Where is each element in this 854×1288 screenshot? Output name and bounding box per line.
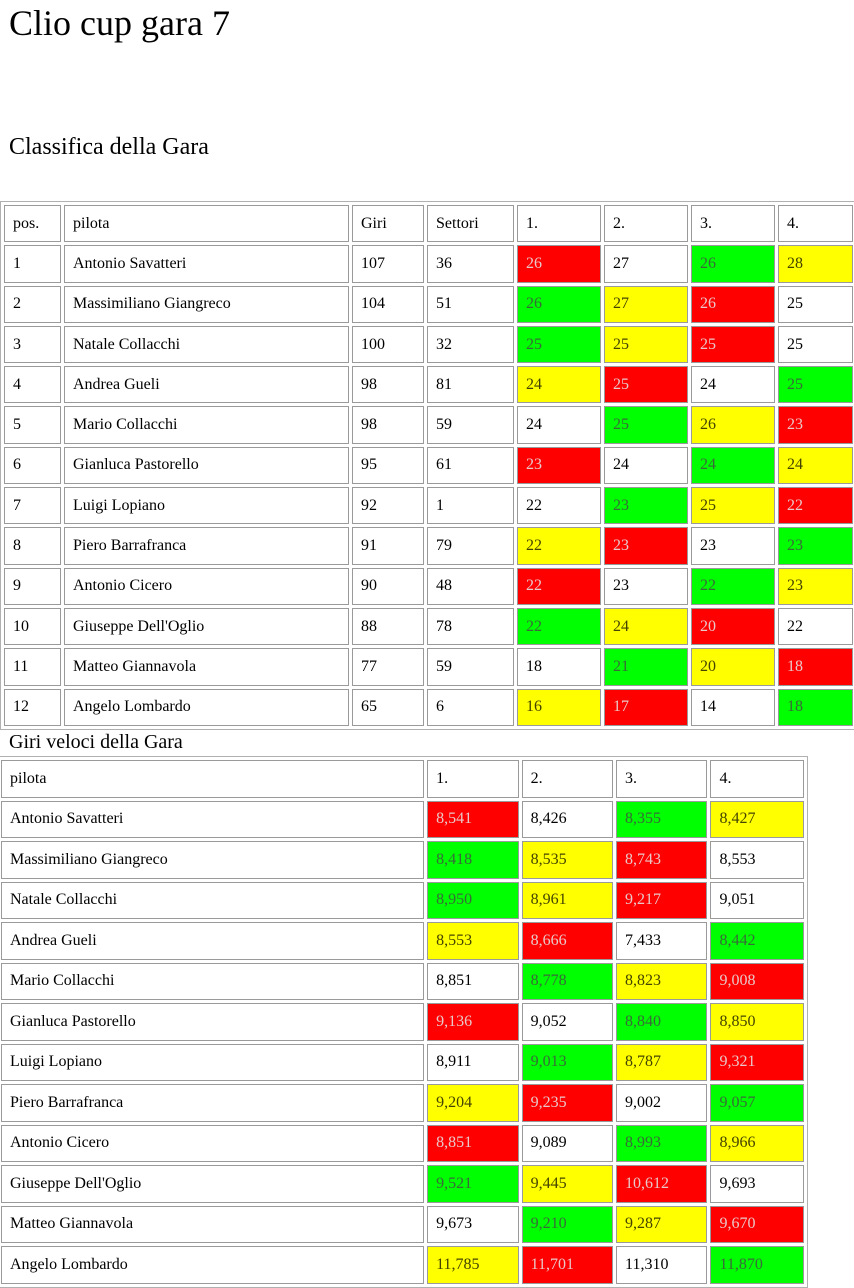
- driver-name-cell: Luigi Lopiano: [64, 487, 349, 524]
- sector-score-cell: 25: [604, 366, 688, 403]
- table-row: [1, 801, 804, 839]
- sectors-cell: 32: [427, 326, 514, 363]
- sector-score-cell: 17: [604, 689, 688, 726]
- lap-time-cell: 8,911: [427, 1044, 518, 1082]
- sector-score-cell: 25: [604, 406, 688, 443]
- sector-score-cell: 23: [778, 527, 853, 564]
- table-row: [4, 286, 853, 323]
- sector-score-cell: 25: [778, 326, 853, 363]
- sector-score-cell: 24: [604, 447, 688, 484]
- position-cell: 3: [4, 326, 61, 363]
- column-header: 4.: [710, 760, 804, 798]
- position-cell: 11: [4, 648, 61, 685]
- sector-score-cell: 26: [517, 245, 601, 282]
- column-header: 1.: [427, 760, 518, 798]
- lap-time-cell: 8,442: [710, 922, 804, 960]
- driver-name-cell: Piero Barrafranca: [64, 527, 349, 564]
- sector-score-cell: 28: [778, 245, 853, 282]
- lap-time-cell: 9,136: [427, 1003, 518, 1041]
- lap-time-cell: 9,051: [710, 882, 804, 920]
- lap-time-cell: 8,778: [522, 963, 613, 1001]
- lap-time-cell: 9,204: [427, 1084, 518, 1122]
- lap-time-cell: 9,693: [710, 1165, 804, 1203]
- laps-cell: 98: [352, 366, 424, 403]
- lap-time-cell: 9,217: [616, 882, 707, 920]
- fast-laps-table: [0, 756, 808, 1288]
- column-header: 4.: [778, 205, 853, 242]
- lap-time-cell: 9,321: [710, 1044, 804, 1082]
- position-cell: 5: [4, 406, 61, 443]
- sector-score-cell: 20: [691, 648, 775, 685]
- lap-time-cell: 9,673: [427, 1206, 518, 1244]
- lap-time-cell: 7,433: [616, 922, 707, 960]
- position-cell: 7: [4, 487, 61, 524]
- driver-name-cell: Angelo Lombardo: [1, 1246, 424, 1284]
- driver-name-cell: Mario Collacchi: [64, 406, 349, 443]
- lap-time-cell: 8,535: [522, 841, 613, 879]
- lap-time-cell: 11,785: [427, 1246, 518, 1284]
- driver-name-cell: Andrea Gueli: [1, 922, 424, 960]
- sector-score-cell: 25: [691, 326, 775, 363]
- sectors-cell: 51: [427, 286, 514, 323]
- lap-time-cell: 9,008: [710, 963, 804, 1001]
- sector-score-cell: 25: [691, 487, 775, 524]
- lap-time-cell: 11,701: [522, 1246, 613, 1284]
- driver-name-cell: Matteo Giannavola: [64, 648, 349, 685]
- driver-name-cell: Giuseppe Dell'Oglio: [1, 1165, 424, 1203]
- sector-score-cell: 23: [604, 527, 688, 564]
- lap-time-cell: 8,541: [427, 801, 518, 839]
- sector-score-cell: 22: [517, 568, 601, 605]
- position-cell: 6: [4, 447, 61, 484]
- table-row: [1, 1246, 804, 1284]
- sectors-cell: 1: [427, 487, 514, 524]
- driver-name-cell: Luigi Lopiano: [1, 1044, 424, 1082]
- lap-time-cell: 8,966: [710, 1125, 804, 1163]
- table-header-row: [1, 760, 804, 798]
- sector-score-cell: 26: [691, 406, 775, 443]
- lap-time-cell: 8,993: [616, 1125, 707, 1163]
- driver-name-cell: Antonio Cicero: [64, 568, 349, 605]
- laps-cell: 92: [352, 487, 424, 524]
- table-row: [4, 689, 853, 726]
- position-cell: 12: [4, 689, 61, 726]
- lap-time-cell: 8,851: [427, 1125, 518, 1163]
- column-header: 2.: [522, 760, 613, 798]
- column-header: Settori: [427, 205, 514, 242]
- lap-time-cell: 8,850: [710, 1003, 804, 1041]
- column-header: pos.: [4, 205, 61, 242]
- position-cell: 2: [4, 286, 61, 323]
- lap-time-cell: 11,870: [710, 1246, 804, 1284]
- sector-score-cell: 25: [778, 286, 853, 323]
- position-cell: 8: [4, 527, 61, 564]
- sector-score-cell: 22: [517, 487, 601, 524]
- table-row: [1, 963, 804, 1001]
- sector-score-cell: 26: [691, 286, 775, 323]
- lap-time-cell: 9,235: [522, 1084, 613, 1122]
- lap-time-cell: 8,823: [616, 963, 707, 1001]
- column-header: 3.: [691, 205, 775, 242]
- table-row: [4, 648, 853, 685]
- lap-time-cell: 9,052: [522, 1003, 613, 1041]
- sector-score-cell: 24: [691, 447, 775, 484]
- sector-score-cell: 22: [778, 608, 853, 645]
- sector-score-cell: 21: [604, 648, 688, 685]
- laps-cell: 95: [352, 447, 424, 484]
- column-header: 1.: [517, 205, 601, 242]
- sectors-cell: 6: [427, 689, 514, 726]
- lap-time-cell: 9,210: [522, 1206, 613, 1244]
- lap-time-cell: 8,355: [616, 801, 707, 839]
- laps-cell: 107: [352, 245, 424, 282]
- sector-score-cell: 23: [604, 487, 688, 524]
- lap-time-cell: 10,612: [616, 1165, 707, 1203]
- sectors-cell: 61: [427, 447, 514, 484]
- sectors-cell: 36: [427, 245, 514, 282]
- laps-cell: 90: [352, 568, 424, 605]
- driver-name-cell: Piero Barrafranca: [1, 1084, 424, 1122]
- column-header: Giri: [352, 205, 424, 242]
- lap-time-cell: 8,787: [616, 1044, 707, 1082]
- table-row: [4, 568, 853, 605]
- laps-cell: 88: [352, 608, 424, 645]
- table-row: [1, 1125, 804, 1163]
- table-row: [1, 1084, 804, 1122]
- table-row: [1, 1206, 804, 1244]
- column-header: 3.: [616, 760, 707, 798]
- driver-name-cell: Massimiliano Giangreco: [1, 841, 424, 879]
- table-row: [1, 1044, 804, 1082]
- lap-time-cell: 8,961: [522, 882, 613, 920]
- sector-score-cell: 23: [691, 527, 775, 564]
- lap-time-cell: 8,743: [616, 841, 707, 879]
- lap-time-cell: 9,521: [427, 1165, 518, 1203]
- table-header-row: [4, 205, 853, 242]
- position-cell: 10: [4, 608, 61, 645]
- position-cell: 1: [4, 245, 61, 282]
- driver-name-cell: Natale Collacchi: [64, 326, 349, 363]
- lap-time-cell: 9,057: [710, 1084, 804, 1122]
- lap-time-cell: 8,426: [522, 801, 613, 839]
- driver-name-cell: Giuseppe Dell'Oglio: [64, 608, 349, 645]
- lap-time-cell: 8,427: [710, 801, 804, 839]
- lap-time-cell: 9,445: [522, 1165, 613, 1203]
- sector-score-cell: 18: [517, 648, 601, 685]
- column-header: pilota: [64, 205, 349, 242]
- sector-score-cell: 26: [691, 245, 775, 282]
- sector-score-cell: 24: [517, 406, 601, 443]
- lap-time-cell: 9,287: [616, 1206, 707, 1244]
- sector-score-cell: 18: [778, 689, 853, 726]
- driver-name-cell: Angelo Lombardo: [64, 689, 349, 726]
- position-cell: 9: [4, 568, 61, 605]
- position-cell: 4: [4, 366, 61, 403]
- driver-name-cell: Matteo Giannavola: [1, 1206, 424, 1244]
- race-ranking-heading: Classifica della Gara: [9, 134, 209, 160]
- fast-laps-heading: Giri veloci della Gara: [9, 731, 183, 753]
- laps-cell: 91: [352, 527, 424, 564]
- laps-cell: 104: [352, 286, 424, 323]
- table-row: [4, 527, 853, 564]
- lap-time-cell: 8,553: [710, 841, 804, 879]
- lap-time-cell: 9,670: [710, 1206, 804, 1244]
- sector-score-cell: 16: [517, 689, 601, 726]
- table-row: [4, 245, 853, 282]
- driver-name-cell: Mario Collacchi: [1, 963, 424, 1001]
- column-header: 2.: [604, 205, 688, 242]
- laps-cell: 65: [352, 689, 424, 726]
- laps-cell: 100: [352, 326, 424, 363]
- table-row: [1, 922, 804, 960]
- lap-time-cell: 8,851: [427, 963, 518, 1001]
- driver-name-cell: Gianluca Pastorello: [64, 447, 349, 484]
- sector-score-cell: 24: [517, 366, 601, 403]
- lap-time-cell: 8,553: [427, 922, 518, 960]
- lap-time-cell: 8,840: [616, 1003, 707, 1041]
- page-title: Clio cup gara 7: [9, 3, 230, 43]
- driver-name-cell: Antonio Savatteri: [64, 245, 349, 282]
- sector-score-cell: 22: [778, 487, 853, 524]
- sector-score-cell: 14: [691, 689, 775, 726]
- sector-score-cell: 27: [604, 245, 688, 282]
- lap-time-cell: 9,089: [522, 1125, 613, 1163]
- driver-name-cell: Antonio Cicero: [1, 1125, 424, 1163]
- sector-score-cell: 25: [604, 326, 688, 363]
- table-row: [4, 447, 853, 484]
- sector-score-cell: 24: [691, 366, 775, 403]
- sector-score-cell: 25: [517, 326, 601, 363]
- sector-score-cell: 27: [604, 286, 688, 323]
- sector-score-cell: 23: [778, 406, 853, 443]
- lap-time-cell: 8,666: [522, 922, 613, 960]
- sectors-cell: 81: [427, 366, 514, 403]
- lap-time-cell: 8,950: [427, 882, 518, 920]
- table-row: [4, 326, 853, 363]
- table-row: [4, 487, 853, 524]
- lap-time-cell: 8,418: [427, 841, 518, 879]
- sectors-cell: 59: [427, 406, 514, 443]
- sector-score-cell: 26: [517, 286, 601, 323]
- table-row: [1, 882, 804, 920]
- table-row: [4, 608, 853, 645]
- driver-name-cell: Antonio Savatteri: [1, 801, 424, 839]
- table-row: [4, 366, 853, 403]
- driver-name-cell: Andrea Gueli: [64, 366, 349, 403]
- sector-score-cell: 23: [604, 568, 688, 605]
- sector-score-cell: 20: [691, 608, 775, 645]
- sectors-cell: 59: [427, 648, 514, 685]
- race-ranking-table: [0, 201, 854, 730]
- laps-cell: 77: [352, 648, 424, 685]
- sector-score-cell: 22: [517, 608, 601, 645]
- driver-name-cell: Massimiliano Giangreco: [64, 286, 349, 323]
- lap-time-cell: 9,002: [616, 1084, 707, 1122]
- sector-score-cell: 25: [778, 366, 853, 403]
- lap-time-cell: 11,310: [616, 1246, 707, 1284]
- sector-score-cell: 18: [778, 648, 853, 685]
- sectors-cell: 79: [427, 527, 514, 564]
- sectors-cell: 48: [427, 568, 514, 605]
- laps-cell: 98: [352, 406, 424, 443]
- sector-score-cell: 23: [517, 447, 601, 484]
- driver-name-cell: Gianluca Pastorello: [1, 1003, 424, 1041]
- table-row: [4, 406, 853, 443]
- table-row: [1, 841, 804, 879]
- column-header: pilota: [1, 760, 424, 798]
- sector-score-cell: 22: [691, 568, 775, 605]
- sector-score-cell: 24: [604, 608, 688, 645]
- table-row: [1, 1003, 804, 1041]
- sector-score-cell: 24: [778, 447, 853, 484]
- sector-score-cell: 22: [517, 527, 601, 564]
- sector-score-cell: 23: [778, 568, 853, 605]
- driver-name-cell: Natale Collacchi: [1, 882, 424, 920]
- table-row: [1, 1165, 804, 1203]
- lap-time-cell: 9,013: [522, 1044, 613, 1082]
- sectors-cell: 78: [427, 608, 514, 645]
